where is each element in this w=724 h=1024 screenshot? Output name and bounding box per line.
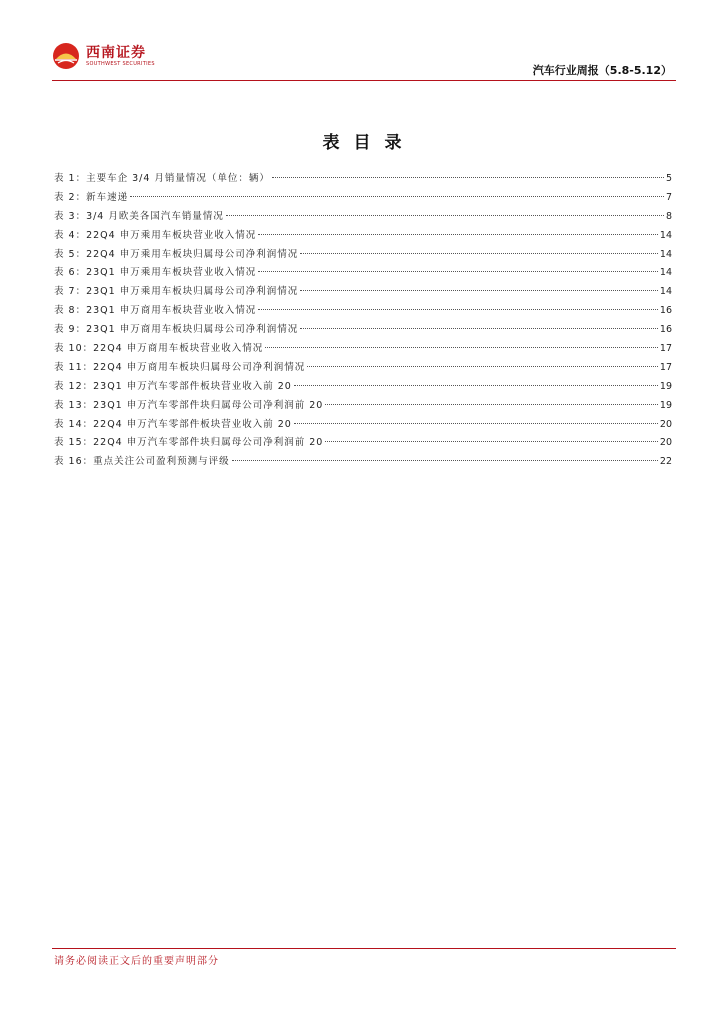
toc-entry-page[interactable]: 8 <box>665 210 672 222</box>
toc-entry[interactable] <box>54 246 672 265</box>
toc-entry-page[interactable]: 22 <box>659 456 672 468</box>
toc-entry-label[interactable]: 表 2：新车速递 <box>54 191 129 203</box>
page-header <box>52 40 676 82</box>
toc-leader-dots <box>325 404 658 405</box>
toc-entry[interactable] <box>54 302 672 321</box>
toc-entry[interactable] <box>54 453 672 472</box>
toc-leader-dots <box>258 309 658 310</box>
toc-entry-label[interactable]: 表 12：23Q1 申万汽车零部件板块营业收入前 20 <box>54 380 292 392</box>
footer-disclaimer: 请务必阅读正文后的重要声明部分 <box>54 956 219 967</box>
toc-entry-page[interactable]: 17 <box>659 361 672 373</box>
logo-chinese-name: 西南证券 <box>86 44 146 61</box>
toc-entry-label[interactable]: 表 10：22Q4 申万商用车板块营业收入情况 <box>54 343 264 355</box>
report-title: 汽车行业周报（5.8-5.12） <box>532 64 672 77</box>
toc-entry-page[interactable]: 20 <box>659 418 672 430</box>
toc-entry-label[interactable]: 表 15：22Q4 申万汽车零部件块归属母公司净利润前 20 <box>54 437 324 449</box>
toc-entry-page[interactable]: 19 <box>659 399 672 411</box>
toc-heading: 表目录 <box>322 133 416 153</box>
toc-leader-dots <box>226 215 664 216</box>
toc-leader-dots <box>300 328 658 329</box>
logo-icon <box>52 42 80 70</box>
toc-entry-label[interactable]: 表 5：22Q4 申万乘用车板块归属母公司净利润情况 <box>54 248 299 260</box>
header-divider <box>52 80 676 81</box>
toc-leader-dots <box>294 423 658 424</box>
toc-entry-label[interactable]: 表 1：主要车企 3/4 月销量情况（单位：辆） <box>54 173 270 184</box>
toc-leader-dots <box>325 441 658 442</box>
toc-entry-page[interactable]: 16 <box>659 305 672 317</box>
toc-leader-dots <box>300 290 658 291</box>
toc-entry[interactable] <box>54 359 672 378</box>
toc-entry-label[interactable]: 表 13：23Q1 申万汽车零部件块归属母公司净利润前 20 <box>54 399 324 411</box>
toc-entry-label[interactable]: 表 9：23Q1 申万商用车板块归属母公司净利润情况 <box>54 324 299 336</box>
toc-entry[interactable] <box>54 397 672 416</box>
toc-entry-page[interactable]: 16 <box>659 324 672 336</box>
toc-entry[interactable] <box>54 170 672 189</box>
toc-entry-page[interactable]: 14 <box>659 286 672 298</box>
toc-entry[interactable] <box>54 416 672 435</box>
toc-entry-page[interactable]: 20 <box>659 437 672 449</box>
toc-leader-dots <box>130 196 664 197</box>
toc-entry-label[interactable]: 表 3：3/4 月欧美各国汽车销量情况 <box>54 210 224 222</box>
toc-entry[interactable] <box>54 264 672 283</box>
toc-leader-dots <box>300 253 658 254</box>
toc-entry-page[interactable]: 5 <box>665 173 672 184</box>
footer-divider <box>52 948 676 949</box>
toc-entry[interactable] <box>54 227 672 246</box>
toc-entry-page[interactable]: 17 <box>659 343 672 355</box>
toc-entry-page[interactable]: 19 <box>659 380 672 392</box>
toc-entry[interactable] <box>54 208 672 227</box>
toc-entry[interactable] <box>54 378 672 397</box>
toc-leader-dots <box>307 366 658 367</box>
toc-entry[interactable] <box>54 189 672 208</box>
toc-leader-dots <box>232 460 658 461</box>
table-of-contents <box>54 170 672 472</box>
toc-entry-label[interactable]: 表 8：23Q1 申万商用车板块营业收入情况 <box>54 305 257 317</box>
toc-entry-page[interactable]: 14 <box>659 229 672 241</box>
toc-leader-dots <box>294 385 658 386</box>
logo-english-name: SOUTHWEST SECURITIES <box>86 60 155 67</box>
toc-entry[interactable] <box>54 283 672 302</box>
toc-entry[interactable] <box>54 340 672 359</box>
toc-entry-page[interactable]: 14 <box>659 267 672 279</box>
toc-entry-label[interactable]: 表 7：23Q1 申万乘用车板块归属母公司净利润情况 <box>54 286 299 298</box>
toc-leader-dots <box>272 177 664 178</box>
toc-entry-label[interactable]: 表 11：22Q4 申万商用车板块归属母公司净利润情况 <box>54 361 306 373</box>
toc-entry-label[interactable]: 表 14：22Q4 申万汽车零部件板块营业收入前 20 <box>54 418 292 430</box>
toc-entry-label[interactable]: 表 6：23Q1 申万乘用车板块营业收入情况 <box>54 267 257 279</box>
toc-leader-dots <box>258 271 658 272</box>
toc-leader-dots <box>265 347 658 348</box>
toc-entry[interactable] <box>54 321 672 340</box>
toc-entry[interactable] <box>54 434 672 453</box>
toc-entry-label[interactable]: 表 16：重点关注公司盈利预测与评级 <box>54 456 230 468</box>
toc-leader-dots <box>258 234 658 235</box>
toc-entry-page[interactable]: 7 <box>665 191 672 203</box>
toc-entry-label[interactable]: 表 4：22Q4 申万乘用车板块营业收入情况 <box>54 229 257 241</box>
toc-entry-page[interactable]: 14 <box>659 248 672 260</box>
company-logo <box>52 42 155 70</box>
